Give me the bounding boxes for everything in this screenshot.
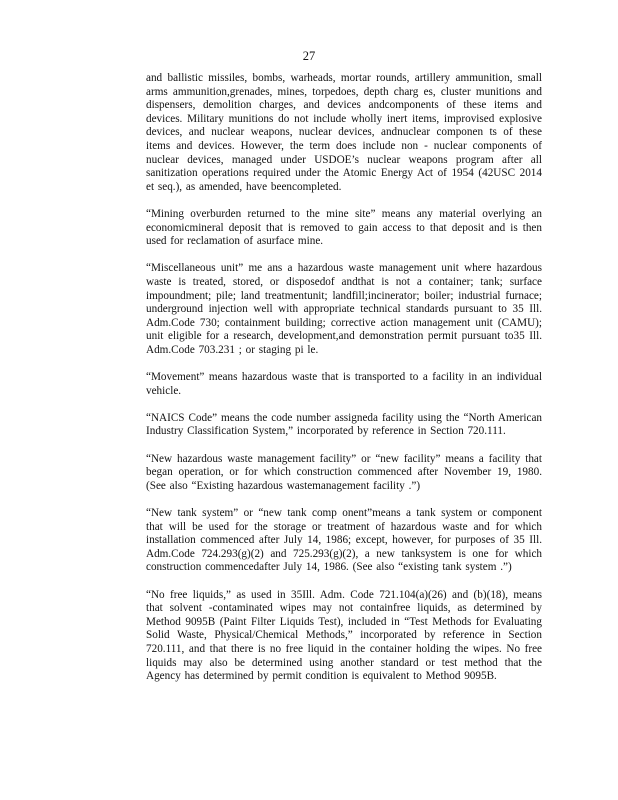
definition-movement: “Movement” means hazardous waste that is transported to a facility in an individual vehicle. bbox=[146, 371, 542, 397]
definition-no-free-liquids: “No free liquids,” as used in 35Ill. Adm. Code 721.104(a)(26) and (b)(18), means that solvent -contaminated wipes may not containfree liquids, as determined by Method 9095B (Paint Filter Liquids Test), included in “Test Methods for Evaluating Solid Waste, Physical/Chemical Methods,” incorporated by reference in Section 720.111, and that there is no free liquid in the container holding the wipes. No free liquids may also be determined using another standard or test method that the Agency has determined by permit condition is equivalent to Method 9095B. bbox=[146, 588, 542, 683]
definition-new-facility: “New hazardous waste management facility” or “new facility” means a facility that began operation, or for which construction commenced after November 19, 1980. (See also “Existing hazardous wastemanagement facility .”) bbox=[146, 452, 542, 492]
document-body bbox=[146, 72, 542, 697]
definition-new-tank-system: “New tank system” or “new tank comp onent”means a tank system or component that will be used for the storage or treatment of hazardous waste and for which installation commenced after July 14, 1986; except, however, for purposes of 35 Ill. Adm.Code 724.293(g)(2) and 725.293(g)(2), a new tanksystem is one for which construction commencedafter July 14, 1986. (See also “existing tank system .”) bbox=[146, 507, 542, 574]
definition-mining-overburden: “Mining overburden returned to the mine site” means any material overlying an economicmineral deposit that is removed to gain access to that deposit and is then used for reclamation of asurface mine. bbox=[146, 207, 542, 248]
page-number: 27 bbox=[302, 49, 316, 63]
paragraph-military-munitions-continued: and ballistic missiles, bombs, warheads, mortar rounds, artillery ammunition, small arms ammunition,grenades, mines, torpedoes, depth charg es, cluster munitions and dispensers, demolition charges, and devices andcomponents of these items and devices. Military munitions do not include wholly inert items, improvised explosive devices, and nuclear weapons, nuclear devices, andnuclear componen ts of these items and devices. However, the term does include non - nuclear components of nuclear devices, managed under USDOE’s nuclear weapons program after all sanitization operations required under the Atomic Energy Act of 1954 (42USC 2014 et seq.), as amended, have beencompleted. bbox=[146, 72, 542, 193]
definition-naics-code: “NAICS Code” means the code number assigneda facility using the “North American Industry Classification System,” incorporated by reference in Section 720.111. bbox=[146, 411, 542, 438]
definition-miscellaneous-unit: “Miscellaneous unit” me ans a hazardous waste management unit where hazardous waste is treated, stored, or disposedof andthat is not a container; tank; surface impoundment; pile; land treatmentunit; landfill;incinerator; boiler; industrial furnace; underground injection well with appropriate technical standards pursuant to 35 Ill. Adm.Code 730; containment building; corrective action management unit (CAMU); unit eligible for a research, development,and demonstration permit pursuant to35 Ill. Adm.Code 703.231 ; or staging pi le. bbox=[146, 262, 542, 356]
